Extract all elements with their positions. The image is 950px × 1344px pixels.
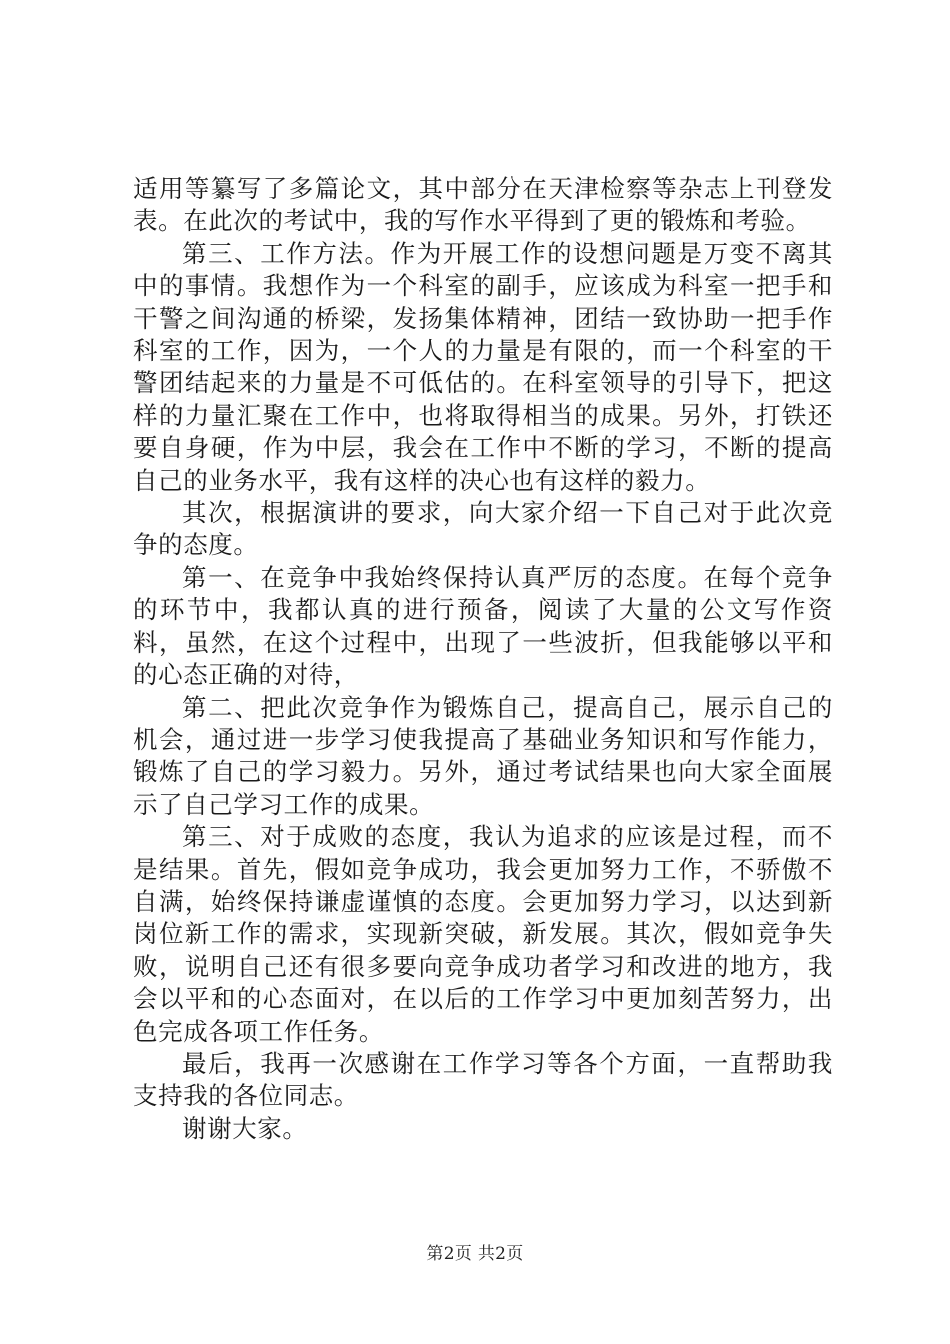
paragraph-attitude-second: 第二、把此次竞争作为锻炼自己，提高自己，展示自己的机会，通过进一步学习使我提高了基础业务知识和写作能力，锻炼了自己的学习毅力。另外，通过考试结果也向大家全面展示了自己学习工作的成果。: [133, 692, 833, 819]
paragraph-closing: 谢谢大家。: [182, 1113, 308, 1143]
page-footer: [0, 1242, 950, 1266]
paragraph-attitude-intro: 其次，根据演讲的要求，向大家介绍一下自己对于此次竞争的态度。: [133, 498, 833, 560]
paragraph-attitude-third: 第三、对于成败的态度，我认为追求的应该是过程，而不是结果。首先，假如竞争成功，我会更加努力工作，不骄傲不自满，始终保持谦虚谨慎的态度。会更加努力学习，以达到新岗位新工作的需求，实现新突破，新发展。其次，假如竞争失败，说明自己还有很多要向竞争成功者学习和改进的地方，我会以平和的心态面对，在以后的工作学习中更加刻苦努力，出色完成各项工作任务。: [133, 822, 833, 1046]
body-text: [133, 173, 833, 1145]
paragraph-thanks: 最后，我再一次感谢在工作学习等各个方面，一直帮助我支持我的各位同志。: [133, 1048, 833, 1111]
paragraph-work-method: 第三、工作方法。作为开展工作的设想问题是万变不离其中的事情。我想作为一个科室的副手，应该成为科室一把手和干警之间沟通的桥梁，发扬集体精神，团结一致协助一把手作科室的工作，因为，一个人的力量是有限的，而一个科室的干警团结起来的力量是不可低估的。在科室领导的引导下，把这样的力量汇聚在工作中，也将取得相当的成果。另外，打铁还要自身硬，作为中层，我会在工作中不断的学习，不断的提高自己的业务水平，我有这样的决心也有这样的毅力。: [133, 238, 833, 495]
paragraph-continuation: 适用等纂写了多篇论文，其中部分在天津检察等杂志上刊登发表。在此次的考试中，我的写作水平得到了更的锻炼和考验。: [133, 174, 833, 236]
page-number: 第2页 共2页: [426, 1244, 524, 1264]
paragraph-attitude-first: 第一、在竞争中我始终保持认真严厉的态度。在每个竞争的环节中，我都认真的进行预备，阅读了大量的公文写作资料，虽然，在这个过程中，出现了一些波折，但我能够以平和的心态正确的对待，: [133, 562, 833, 690]
